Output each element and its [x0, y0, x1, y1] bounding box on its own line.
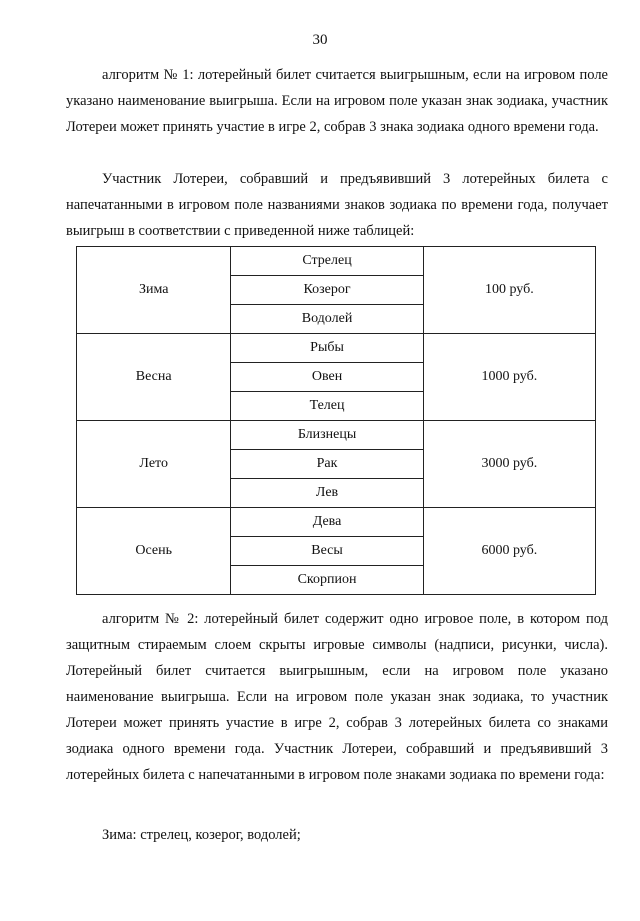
table-row: [77, 421, 596, 450]
sign-cell: Лев: [231, 479, 423, 508]
sign-cell: Рыбы: [231, 334, 423, 363]
paragraph-algorithm-2: алгоритм № 2: лотерейный билет содержит одно игровое поле, в котором под защитным стираемым слоем скрыты игровые символы (надписи, рисунки, числа). Лотерейный билет считается выигрышным, если на игровом поле указано наименование выигрыша. Если на игровом поле указан знак зодиака, то участник Лотереи может принять участие в игре 2, собрав 3 лотерейных билета со знаками зодиака одного времени года. Участник Лотереи, собравший и предъявивший 3 лотерейных билета с напечатанными в игровом поле знаками зодиака по времени года:: [66, 611, 608, 783]
prize-cell: 1000 руб.: [423, 334, 595, 421]
sign-cell: Близнецы: [231, 421, 423, 450]
season-cell: Зима: [77, 247, 231, 334]
paragraph-algorithm-1: алгоритм № 1: лотерейный билет считается выигрышным, если на игровом поле указано наименование выигрыша. Если на игровом поле указан знак зодиака, участник Лотереи может принять участие в игре 2, собрав 3 знака зодиака одного времени года.: [66, 67, 608, 135]
sign-cell: Овен: [231, 363, 423, 392]
paragraph-prize-intro: Участник Лотереи, собравший и предъявивший 3 лотерейных билета с напечатанными в игровом поле названиями знаков зодиака по времени года, получает выигрыш в соответствии с приведенной ниже таблицей:: [66, 171, 608, 239]
season-cell: Осень: [77, 508, 231, 595]
paragraph-winter-signs: Зима: стрелец, козерог, водолей;: [102, 827, 301, 843]
table-row: [77, 334, 596, 363]
sign-cell: Дева: [231, 508, 423, 537]
prize-cell: 6000 руб.: [423, 508, 595, 595]
prize-cell: 100 руб.: [423, 247, 595, 334]
table-row: [77, 508, 596, 537]
season-cell: Лето: [77, 421, 231, 508]
sign-cell: Козерог: [231, 276, 423, 305]
sign-cell: Скорпион: [231, 566, 423, 595]
sign-cell: Рак: [231, 450, 423, 479]
season-cell: Весна: [77, 334, 231, 421]
table-row: [77, 247, 596, 276]
sign-cell: Стрелец: [231, 247, 423, 276]
sign-cell: Водолей: [231, 305, 423, 334]
prize-table: [76, 246, 596, 595]
prize-cell: 3000 руб.: [423, 421, 595, 508]
sign-cell: Телец: [231, 392, 423, 421]
page-number: 30: [312, 32, 328, 48]
sign-cell: Весы: [231, 537, 423, 566]
